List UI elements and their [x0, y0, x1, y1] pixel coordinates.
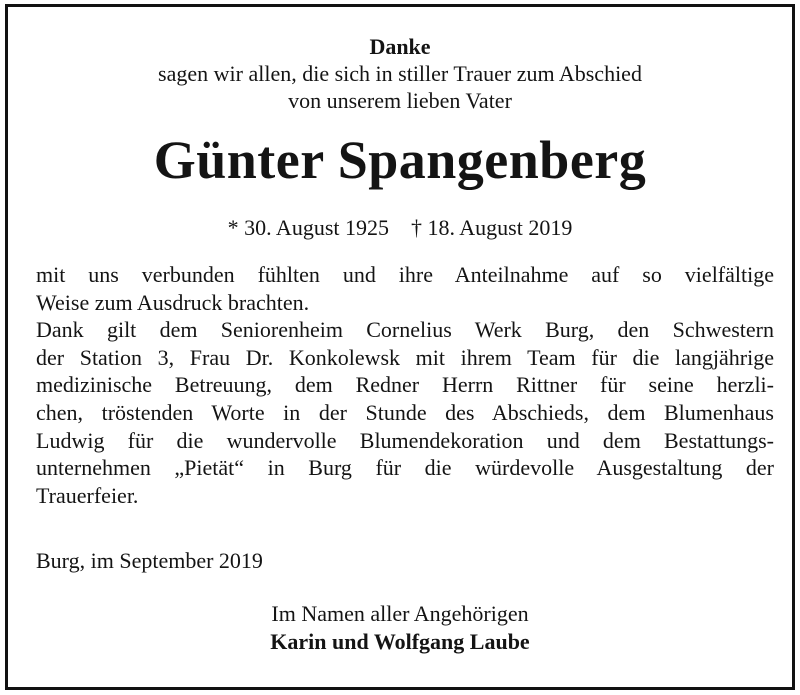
death-date: † 18. August 2019	[411, 215, 573, 240]
place-date: Burg, im September 2019	[36, 548, 263, 573]
intro-line: sagen wir allen, die sich in stiller Trauer zum Abschied	[158, 61, 642, 86]
body-line: medizinische Betreuung, dem Redner Herrn Rittner für seine herzli-	[36, 372, 774, 398]
body-line: unternehmen „Pietät“ in Burg für die würdevolle Ausgestaltung der	[36, 455, 774, 481]
body-line: mit uns verbunden fühlten und ihre Anteilnahme auf so vielfältige	[36, 262, 774, 287]
intro-line: von unserem lieben Vater	[288, 88, 512, 113]
body-line: Weise zum Ausdruck brachten.	[36, 289, 310, 315]
thanks-body	[36, 261, 774, 509]
body-line: chen, tröstenden Worte in der Stunde des Abschieds, dem Blumenhaus	[36, 399, 774, 425]
body-line: Dank gilt dem Seniorenheim Cornelius Werk Burg, den Schwestern	[36, 317, 774, 343]
notice-heading: Danke	[369, 34, 431, 59]
body-line: Ludwig für die wundervolle Blumendekoration und dem Bestattungs-	[36, 427, 774, 453]
signature-names: Karin und Wolfgang Laube	[270, 629, 530, 654]
body-line: Trauerfeier.	[36, 482, 139, 508]
signature-line: Im Namen aller Angehörigen	[271, 601, 529, 626]
deceased-name: Günter Spangenberg	[153, 130, 647, 190]
birth-date: * 30. August 1925	[227, 215, 389, 240]
intro-text	[0, 60, 800, 114]
life-dates	[0, 214, 800, 242]
body-line: der Station 3, Frau Dr. Konkolewsk mit ihrem Team für die langjährige	[36, 344, 774, 370]
